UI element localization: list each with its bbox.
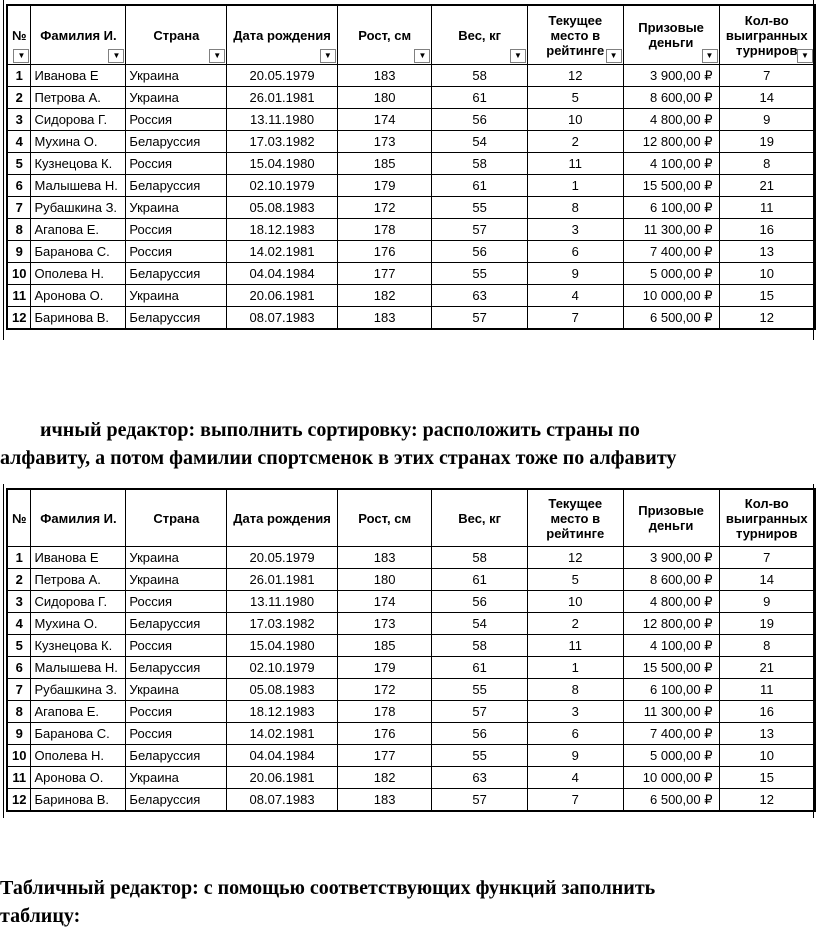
table-row <box>7 285 815 307</box>
column-header-country <box>126 489 227 547</box>
page-edge-rule <box>3 484 4 818</box>
cell-country: Россия <box>126 219 227 241</box>
cell-country: Беларуссия <box>126 263 227 285</box>
cell-surname: Баранова С. <box>31 723 126 745</box>
cell-number: 4 <box>7 613 31 635</box>
cell-rank: 8 <box>527 679 623 701</box>
table-row <box>7 307 815 330</box>
cell-country: Россия <box>126 591 227 613</box>
cell-rank: 6 <box>527 723 623 745</box>
cell-height: 185 <box>337 153 432 175</box>
cell-weight: 61 <box>432 569 527 591</box>
column-header-label: Вес, кг <box>458 510 502 526</box>
cell-weight: 63 <box>432 285 527 307</box>
cell-country: Россия <box>126 635 227 657</box>
table-row <box>7 657 815 679</box>
cell-height: 182 <box>337 285 432 307</box>
cell-titles: 12 <box>719 307 815 330</box>
table-row <box>7 767 815 789</box>
table-row <box>7 241 815 263</box>
cell-height: 185 <box>337 635 432 657</box>
cell-prize: 4 800,00 ₽ <box>623 109 719 131</box>
cell-country: Беларуссия <box>126 613 227 635</box>
cell-weight: 54 <box>432 613 527 635</box>
cell-prize: 11 300,00 ₽ <box>623 701 719 723</box>
cell-height: 180 <box>337 87 432 109</box>
cell-prize: 6 100,00 ₽ <box>623 197 719 219</box>
cell-titles: 11 <box>719 197 815 219</box>
cell-weight: 57 <box>432 307 527 330</box>
table-row <box>7 87 815 109</box>
cell-surname: Сидорова Г. <box>31 109 126 131</box>
cell-number: 5 <box>7 635 31 657</box>
cell-prize: 12 800,00 ₽ <box>623 131 719 153</box>
athletes-table-filtered <box>6 4 816 330</box>
column-header-height <box>337 489 432 547</box>
cell-weight: 61 <box>432 175 527 197</box>
cell-titles: 21 <box>719 175 815 197</box>
cell-titles: 9 <box>719 109 815 131</box>
cell-rank: 7 <box>527 307 623 330</box>
cell-surname: Малышева Н. <box>31 657 126 679</box>
cell-titles: 12 <box>719 789 815 812</box>
cell-number: 8 <box>7 219 31 241</box>
cell-weight: 57 <box>432 219 527 241</box>
cell-country: Россия <box>126 241 227 263</box>
column-header-number <box>7 489 31 547</box>
table-row <box>7 679 815 701</box>
column-header-label: Призовые деньги <box>638 20 704 50</box>
cell-number: 9 <box>7 723 31 745</box>
table-row <box>7 109 815 131</box>
cell-number: 7 <box>7 197 31 219</box>
cell-weight: 56 <box>432 241 527 263</box>
filter-dropdown-icon[interactable]: ▼ <box>510 49 526 63</box>
cell-number: 6 <box>7 657 31 679</box>
cell-rank: 3 <box>527 219 623 241</box>
cell-number: 10 <box>7 745 31 767</box>
cell-weight: 57 <box>432 789 527 812</box>
table-row <box>7 635 815 657</box>
column-header-label: Вес, кг <box>458 27 502 43</box>
cell-titles: 14 <box>719 569 815 591</box>
cell-birthdate: 14.02.1981 <box>227 723 338 745</box>
cell-prize: 7 400,00 ₽ <box>623 241 719 263</box>
cell-birthdate: 05.08.1983 <box>227 197 338 219</box>
cell-surname: Ополева Н. <box>31 263 126 285</box>
cell-rank: 11 <box>527 635 623 657</box>
cell-weight: 61 <box>432 657 527 679</box>
cell-country: Беларуссия <box>126 307 227 330</box>
cell-surname: Иванова Е <box>31 547 126 569</box>
table-row <box>7 197 815 219</box>
cell-rank: 6 <box>527 241 623 263</box>
filter-dropdown-icon[interactable]: ▼ <box>414 49 430 63</box>
column-header-label: Призовые деньги <box>638 503 704 533</box>
cell-country: Россия <box>126 701 227 723</box>
cell-country: Россия <box>126 153 227 175</box>
page-edge-rule <box>813 0 814 340</box>
cell-height: 183 <box>337 547 432 569</box>
column-header-label: Дата рождения <box>233 27 331 43</box>
cell-titles: 8 <box>719 153 815 175</box>
table-row <box>7 569 815 591</box>
cell-weight: 58 <box>432 547 527 569</box>
filter-dropdown-icon[interactable]: ▼ <box>320 49 336 63</box>
column-header-birthdate <box>227 489 338 547</box>
column-header-label: Фамилия И. <box>40 510 117 526</box>
cell-surname: Баранова С. <box>31 241 126 263</box>
header-row <box>7 489 815 547</box>
column-header-height <box>337 5 432 65</box>
cell-height: 178 <box>337 701 432 723</box>
cell-rank: 5 <box>527 569 623 591</box>
cell-weight: 58 <box>432 635 527 657</box>
cell-height: 183 <box>337 307 432 330</box>
cell-country: Украина <box>126 87 227 109</box>
cell-weight: 58 <box>432 65 527 87</box>
cell-rank: 12 <box>527 547 623 569</box>
column-header-label: Кол-во выигранных турниров <box>725 12 808 58</box>
table-row <box>7 153 815 175</box>
cell-titles: 15 <box>719 767 815 789</box>
column-header-birthdate <box>227 5 338 65</box>
cell-height: 182 <box>337 767 432 789</box>
column-header-label: Страна <box>153 27 200 43</box>
table-row <box>7 745 815 767</box>
cell-prize: 4 100,00 ₽ <box>623 153 719 175</box>
cell-number: 10 <box>7 263 31 285</box>
cell-surname: Агапова Е. <box>31 219 126 241</box>
cell-titles: 7 <box>719 65 815 87</box>
cell-number: 12 <box>7 789 31 812</box>
cell-rank: 4 <box>527 285 623 307</box>
filter-dropdown-icon[interactable]: ▼ <box>797 49 813 63</box>
table-row <box>7 65 815 87</box>
cell-rank: 2 <box>527 131 623 153</box>
cell-surname: Ополева Н. <box>31 745 126 767</box>
cell-titles: 13 <box>719 723 815 745</box>
cell-height: 179 <box>337 657 432 679</box>
cell-rank: 9 <box>527 745 623 767</box>
filter-dropdown-icon[interactable]: ▼ <box>606 49 622 63</box>
cell-birthdate: 17.03.1982 <box>227 613 338 635</box>
cell-prize: 3 900,00 ₽ <box>623 547 719 569</box>
cell-birthdate: 26.01.1981 <box>227 87 338 109</box>
cell-country: Украина <box>126 569 227 591</box>
cell-birthdate: 18.12.1983 <box>227 701 338 723</box>
cell-birthdate: 08.07.1983 <box>227 307 338 330</box>
cell-birthdate: 05.08.1983 <box>227 679 338 701</box>
cell-titles: 19 <box>719 131 815 153</box>
cell-titles: 16 <box>719 219 815 241</box>
cell-birthdate: 13.11.1980 <box>227 591 338 613</box>
cell-rank: 9 <box>527 263 623 285</box>
header-row <box>7 5 815 65</box>
cell-weight: 56 <box>432 723 527 745</box>
cell-rank: 10 <box>527 591 623 613</box>
cell-birthdate: 17.03.1982 <box>227 131 338 153</box>
cell-height: 183 <box>337 65 432 87</box>
cell-surname: Рубашкина З. <box>31 679 126 701</box>
column-header-label: Фамилия И. <box>40 27 117 43</box>
cell-country: Украина <box>126 285 227 307</box>
cell-titles: 8 <box>719 635 815 657</box>
cell-prize: 12 800,00 ₽ <box>623 613 719 635</box>
cell-height: 177 <box>337 745 432 767</box>
cell-country: Украина <box>126 65 227 87</box>
cell-weight: 55 <box>432 263 527 285</box>
cell-titles: 9 <box>719 591 815 613</box>
cell-titles: 13 <box>719 241 815 263</box>
cell-height: 172 <box>337 679 432 701</box>
cell-number: 3 <box>7 109 31 131</box>
cell-titles: 14 <box>719 87 815 109</box>
table-row <box>7 547 815 569</box>
cell-country: Беларуссия <box>126 657 227 679</box>
cell-surname: Иванова Е <box>31 65 126 87</box>
cell-prize: 3 900,00 ₽ <box>623 65 719 87</box>
cell-prize: 6 500,00 ₽ <box>623 789 719 812</box>
column-header-number <box>7 5 31 65</box>
cell-surname: Кузнецова К. <box>31 153 126 175</box>
cell-height: 183 <box>337 789 432 812</box>
filter-dropdown-icon[interactable]: ▼ <box>702 49 718 63</box>
cell-surname: Петрова А. <box>31 87 126 109</box>
cell-height: 179 <box>337 175 432 197</box>
table-row <box>7 219 815 241</box>
column-header-surname <box>31 5 126 65</box>
cell-rank: 8 <box>527 197 623 219</box>
cell-country: Россия <box>126 723 227 745</box>
cell-birthdate: 15.04.1980 <box>227 153 338 175</box>
table-row <box>7 263 815 285</box>
table-row <box>7 613 815 635</box>
column-header-label: Рост, см <box>358 27 412 43</box>
cell-surname: Аронова О. <box>31 767 126 789</box>
column-header-label: Дата рождения <box>233 510 331 526</box>
table-row <box>7 591 815 613</box>
cell-number: 9 <box>7 241 31 263</box>
cell-prize: 6 500,00 ₽ <box>623 307 719 330</box>
cell-surname: Малышева Н. <box>31 175 126 197</box>
table-row <box>7 175 815 197</box>
cell-surname: Агапова Е. <box>31 701 126 723</box>
cell-weight: 56 <box>432 109 527 131</box>
cell-birthdate: 20.06.1981 <box>227 285 338 307</box>
cell-rank: 1 <box>527 657 623 679</box>
column-header-titles <box>719 5 815 65</box>
cell-height: 173 <box>337 613 432 635</box>
column-header-prize <box>623 5 719 65</box>
cell-birthdate: 14.02.1981 <box>227 241 338 263</box>
page-edge-rule <box>3 0 4 340</box>
cell-number: 3 <box>7 591 31 613</box>
cell-titles: 19 <box>719 613 815 635</box>
cell-height: 174 <box>337 109 432 131</box>
cell-rank: 2 <box>527 613 623 635</box>
column-header-label: Рост, см <box>358 510 412 526</box>
cell-titles: 21 <box>719 657 815 679</box>
cell-rank: 7 <box>527 789 623 812</box>
cell-prize: 15 500,00 ₽ <box>623 175 719 197</box>
column-header-prize <box>623 489 719 547</box>
instruction-sort: ичный редактор: выполнить сортировку: расположить страны по <box>40 419 640 441</box>
cell-titles: 7 <box>719 547 815 569</box>
cell-rank: 12 <box>527 65 623 87</box>
table-row <box>7 789 815 812</box>
column-header-weight <box>432 5 527 65</box>
cell-surname: Аронова О. <box>31 285 126 307</box>
table-row <box>7 131 815 153</box>
cell-surname: Рубашкина З. <box>31 197 126 219</box>
cell-birthdate: 08.07.1983 <box>227 789 338 812</box>
cell-titles: 10 <box>719 263 815 285</box>
cell-number: 4 <box>7 131 31 153</box>
cell-prize: 5 000,00 ₽ <box>623 263 719 285</box>
cell-prize: 5 000,00 ₽ <box>623 745 719 767</box>
cell-country: Беларуссия <box>126 175 227 197</box>
cell-country: Беларуссия <box>126 745 227 767</box>
column-header-label: № <box>11 510 27 526</box>
cell-number: 1 <box>7 65 31 87</box>
cell-number: 11 <box>7 767 31 789</box>
cell-prize: 4 800,00 ₽ <box>623 591 719 613</box>
cell-birthdate: 26.01.1981 <box>227 569 338 591</box>
table-row <box>7 723 815 745</box>
cell-number: 11 <box>7 285 31 307</box>
cell-surname: Мухина О. <box>31 131 126 153</box>
cell-prize: 8 600,00 ₽ <box>623 569 719 591</box>
cell-birthdate: 20.05.1979 <box>227 65 338 87</box>
cell-weight: 55 <box>432 679 527 701</box>
cell-number: 2 <box>7 87 31 109</box>
cell-height: 178 <box>337 219 432 241</box>
cell-weight: 57 <box>432 701 527 723</box>
cell-rank: 4 <box>527 767 623 789</box>
column-header-weight <box>432 489 527 547</box>
athletes-table <box>6 488 816 812</box>
cell-height: 174 <box>337 591 432 613</box>
cell-number: 2 <box>7 569 31 591</box>
instruction-fill-cont: таблицу: <box>0 905 81 927</box>
cell-rank: 5 <box>527 87 623 109</box>
column-header-surname <box>31 489 126 547</box>
table-row <box>7 701 815 723</box>
cell-rank: 10 <box>527 109 623 131</box>
column-header-label: Страна <box>153 510 200 526</box>
cell-prize: 8 600,00 ₽ <box>623 87 719 109</box>
cell-surname: Кузнецова К. <box>31 635 126 657</box>
cell-height: 172 <box>337 197 432 219</box>
cell-prize: 6 100,00 ₽ <box>623 679 719 701</box>
filter-dropdown-icon[interactable]: ▼ <box>108 49 124 63</box>
cell-country: Украина <box>126 547 227 569</box>
cell-weight: 56 <box>432 591 527 613</box>
cell-weight: 58 <box>432 153 527 175</box>
filter-dropdown-icon[interactable]: ▼ <box>13 49 29 63</box>
cell-surname: Баринова В. <box>31 789 126 812</box>
column-header-titles <box>719 489 815 547</box>
cell-birthdate: 20.06.1981 <box>227 767 338 789</box>
cell-number: 1 <box>7 547 31 569</box>
cell-birthdate: 04.04.1984 <box>227 263 338 285</box>
page-edge-rule <box>813 484 814 818</box>
column-header-country <box>126 5 227 65</box>
cell-weight: 63 <box>432 767 527 789</box>
cell-number: 6 <box>7 175 31 197</box>
cell-weight: 61 <box>432 87 527 109</box>
cell-country: Беларуссия <box>126 131 227 153</box>
cell-surname: Сидорова Г. <box>31 591 126 613</box>
instruction-sort-cont: алфавиту, а потом фамилии спортсменок в этих странах тоже по алфавиту <box>0 447 677 469</box>
cell-weight: 55 <box>432 745 527 767</box>
cell-birthdate: 04.04.1984 <box>227 745 338 767</box>
instruction-fill: Табличный редактор: с помощью соответствующих функций заполнить <box>0 877 656 899</box>
cell-birthdate: 02.10.1979 <box>227 657 338 679</box>
column-header-label: № <box>11 27 27 43</box>
cell-country: Беларуссия <box>126 789 227 812</box>
cell-country: Россия <box>126 109 227 131</box>
cell-titles: 11 <box>719 679 815 701</box>
column-header-label: Кол-во выигранных турниров <box>725 495 808 541</box>
cell-weight: 54 <box>432 131 527 153</box>
cell-prize: 11 300,00 ₽ <box>623 219 719 241</box>
cell-birthdate: 18.12.1983 <box>227 219 338 241</box>
cell-prize: 15 500,00 ₽ <box>623 657 719 679</box>
cell-rank: 3 <box>527 701 623 723</box>
cell-number: 5 <box>7 153 31 175</box>
cell-surname: Мухина О. <box>31 613 126 635</box>
cell-prize: 7 400,00 ₽ <box>623 723 719 745</box>
cell-number: 7 <box>7 679 31 701</box>
cell-surname: Баринова В. <box>31 307 126 330</box>
cell-height: 176 <box>337 241 432 263</box>
cell-country: Украина <box>126 767 227 789</box>
cell-birthdate: 02.10.1979 <box>227 175 338 197</box>
cell-prize: 10 000,00 ₽ <box>623 767 719 789</box>
cell-rank: 11 <box>527 153 623 175</box>
column-header-rank <box>527 5 623 65</box>
column-header-label: Текущее место в рейтинге <box>546 495 605 541</box>
cell-surname: Петрова А. <box>31 569 126 591</box>
cell-height: 177 <box>337 263 432 285</box>
cell-titles: 16 <box>719 701 815 723</box>
cell-prize: 4 100,00 ₽ <box>623 635 719 657</box>
cell-country: Украина <box>126 197 227 219</box>
cell-weight: 55 <box>432 197 527 219</box>
cell-height: 180 <box>337 569 432 591</box>
column-header-rank <box>527 489 623 547</box>
cell-titles: 10 <box>719 745 815 767</box>
cell-height: 173 <box>337 131 432 153</box>
column-header-label: Текущее место в рейтинге <box>546 12 605 58</box>
cell-birthdate: 13.11.1980 <box>227 109 338 131</box>
filter-dropdown-icon[interactable]: ▼ <box>209 49 225 63</box>
cell-country: Украина <box>126 679 227 701</box>
cell-number: 12 <box>7 307 31 330</box>
cell-titles: 15 <box>719 285 815 307</box>
cell-number: 8 <box>7 701 31 723</box>
cell-height: 176 <box>337 723 432 745</box>
cell-birthdate: 20.05.1979 <box>227 547 338 569</box>
cell-prize: 10 000,00 ₽ <box>623 285 719 307</box>
cell-rank: 1 <box>527 175 623 197</box>
cell-birthdate: 15.04.1980 <box>227 635 338 657</box>
